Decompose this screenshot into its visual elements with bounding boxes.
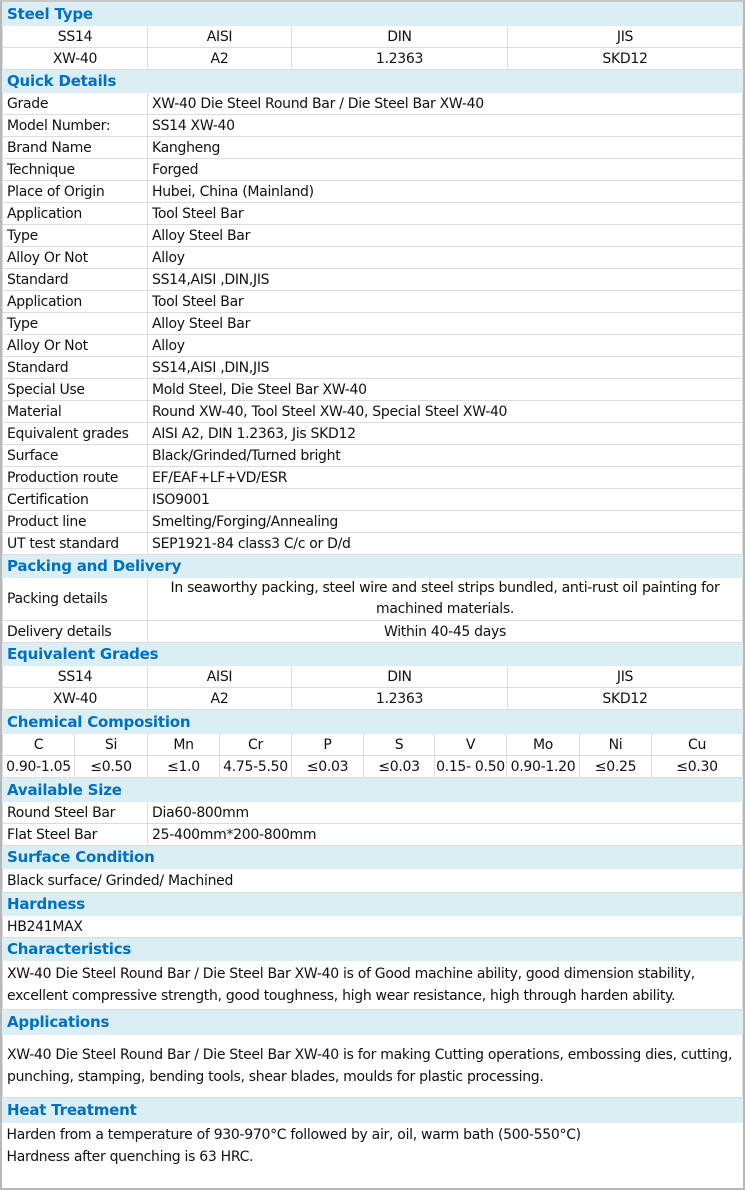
row-label: Application: [3, 203, 148, 225]
heat-line-1: Harden from a temperature of 930-970°C followed by air, oil, warm bath (500-550°C): [6, 1127, 581, 1143]
row-label: Certification: [3, 489, 148, 511]
section-title: Heat Treatment: [3, 1098, 743, 1123]
packing-value: In seaworthy packing, steel wire and steel strips bundled, anti-rust oil painting for machined materials.: [148, 578, 743, 621]
table-cell: JIS: [508, 26, 743, 48]
table-cell: XW-40: [3, 688, 148, 710]
table-cell: SS14: [3, 26, 148, 48]
table-cell: Mo: [507, 734, 580, 756]
table-cell: JIS: [508, 666, 743, 688]
delivery-label: Delivery details: [3, 621, 148, 643]
packing-label: Packing details: [3, 578, 148, 621]
section-title: Hardness: [3, 893, 743, 916]
table-cell: 0.15- 0.50: [435, 756, 507, 778]
section-title: Applications: [3, 1010, 743, 1035]
table-cell: 4.75-5.50: [220, 756, 292, 778]
table-row: [3, 445, 743, 467]
table-cell: P: [292, 734, 364, 756]
table-row: [3, 489, 743, 511]
row-label: Brand Name: [3, 137, 148, 159]
characteristics-text: XW-40 Die Steel Round Bar / Die Steel Bar XW-40 is of Good machine ability, good dimension stability, excellent compressive strength, good toughness, high wear resistance, high through harden ability.: [3, 961, 743, 1010]
table-cell: SKD12: [508, 48, 743, 70]
table-row: [3, 401, 743, 423]
section-title: Packing and Delivery: [3, 555, 743, 578]
table-row: [3, 379, 743, 401]
row-value: Kangheng: [148, 137, 743, 159]
row-label: Round Steel Bar: [3, 802, 148, 824]
table-row: [3, 467, 743, 489]
row-label: Special Use: [3, 379, 148, 401]
table-row: [3, 225, 743, 247]
row-label: Alloy Or Not: [3, 247, 148, 269]
row-label: Type: [3, 225, 148, 247]
heat-line-2: Hardness after quenching is 63 HRC.: [6, 1149, 254, 1165]
row-value: Dia60-800mm: [148, 802, 743, 824]
table-cell: 1.2363: [292, 48, 508, 70]
table-row: [3, 137, 743, 159]
row-label: Model Number:: [3, 115, 148, 137]
section-title: Quick Details: [3, 70, 743, 93]
table-cell: A2: [148, 688, 292, 710]
table-cell: ≤0.30: [652, 756, 743, 778]
row-value: Black/Grinded/Turned bright: [148, 445, 743, 467]
table-cell: ≤0.03: [292, 756, 364, 778]
table-cell: ≤1.0: [148, 756, 220, 778]
table-cell: A2: [148, 48, 292, 70]
table-cell: Si: [75, 734, 148, 756]
table-row: [3, 511, 743, 533]
row-value: EF/EAF+LF+VD/ESR: [148, 467, 743, 489]
row-value: Forged: [148, 159, 743, 181]
section-title: Equivalent Grades: [3, 643, 743, 666]
size-table: [2, 778, 743, 1169]
table-cell: 1.2363: [292, 688, 508, 710]
table-row: [3, 203, 743, 225]
table-cell: ≤0.03: [364, 756, 435, 778]
table-cell: AISI: [148, 666, 292, 688]
delivery-value: Within 40-45 days: [148, 621, 743, 643]
table-cell: Cr: [220, 734, 292, 756]
section-title: Characteristics: [3, 938, 743, 961]
table-row: [3, 159, 743, 181]
table-cell: DIN: [292, 666, 508, 688]
table-cell: V: [435, 734, 507, 756]
table-cell: C: [3, 734, 75, 756]
row-value: Hubei, China (Mainland): [148, 181, 743, 203]
row-label: Place of Origin: [3, 181, 148, 203]
row-label: Type: [3, 313, 148, 335]
table-row: [3, 115, 743, 137]
row-label: Product line: [3, 511, 148, 533]
row-value: Alloy Steel Bar: [148, 313, 743, 335]
row-label: Production route: [3, 467, 148, 489]
table-cell: ≤0.25: [580, 756, 652, 778]
table-row: [3, 247, 743, 269]
table-cell: S: [364, 734, 435, 756]
row-label: UT test standard: [3, 533, 148, 555]
table-row: [3, 824, 743, 846]
section-title: Steel Type: [3, 3, 743, 26]
row-value: Tool Steel Bar: [148, 291, 743, 313]
row-value: SEP1921-84 class3 C/c or D/d: [148, 533, 743, 555]
row-value: Alloy Steel Bar: [148, 225, 743, 247]
table-row: [3, 269, 743, 291]
section-title: Chemical Composition: [3, 711, 743, 734]
table-row: [3, 357, 743, 379]
table-row: [3, 533, 743, 555]
row-value: Tool Steel Bar: [148, 203, 743, 225]
row-label: Alloy Or Not: [3, 335, 148, 357]
row-label: Surface: [3, 445, 148, 467]
row-value: 25-400mm*200-800mm: [148, 824, 743, 846]
row-value: AISI A2, DIN 1.2363, Jis SKD12: [148, 423, 743, 445]
table-cell: SKD12: [508, 688, 743, 710]
steel-type-table: [2, 2, 743, 710]
table-row: [3, 423, 743, 445]
row-value: Round XW-40, Tool Steel XW-40, Special Steel XW-40: [148, 401, 743, 423]
table-cell: ≤0.50: [75, 756, 148, 778]
table-cell: SS14: [3, 666, 148, 688]
table-row: [3, 93, 743, 115]
row-label: Flat Steel Bar: [3, 824, 148, 846]
table-cell: 0.90-1.05: [3, 756, 75, 778]
table-row: [3, 181, 743, 203]
row-value: SS14,AISI ,DIN,JIS: [148, 357, 743, 379]
table-row: [3, 335, 743, 357]
row-value: SS14 XW-40: [148, 115, 743, 137]
row-value: Mold Steel, Die Steel Bar XW-40: [148, 379, 743, 401]
row-label: Material: [3, 401, 148, 423]
row-label: Standard: [3, 269, 148, 291]
section-title: Available Size: [3, 779, 743, 802]
table-cell: DIN: [292, 26, 508, 48]
table-cell: Mn: [148, 734, 220, 756]
row-label: Grade: [3, 93, 148, 115]
applications-text: XW-40 Die Steel Round Bar / Die Steel Bar XW-40 is for making Cutting operations, embossing dies, cutting, punching, stamping, bending tools, shear blades, moulds for plastic processing.: [3, 1035, 743, 1098]
table-row: [3, 291, 743, 313]
table-cell: 0.90-1.20: [507, 756, 580, 778]
hardness-text: HB241MAX: [3, 916, 743, 938]
row-value: ISO9001: [148, 489, 743, 511]
table-cell: Ni: [580, 734, 652, 756]
row-label: Technique: [3, 159, 148, 181]
section-title: Surface Condition: [3, 846, 743, 869]
row-value: Alloy: [148, 247, 743, 269]
table-row: [3, 802, 743, 824]
row-label: Standard: [3, 357, 148, 379]
row-value: XW-40 Die Steel Round Bar / Die Steel Bar XW-40: [148, 93, 743, 115]
row-label: Equivalent grades: [3, 423, 148, 445]
row-value: SS14,AISI ,DIN,JIS: [148, 269, 743, 291]
table-cell: AISI: [148, 26, 292, 48]
table-cell: XW-40: [3, 48, 148, 70]
row-label: Application: [3, 291, 148, 313]
chemical-table: [2, 710, 743, 778]
table-row: [3, 313, 743, 335]
row-value: Smelting/Forging/Annealing: [148, 511, 743, 533]
row-value: Alloy: [148, 335, 743, 357]
table-cell: Cu: [652, 734, 743, 756]
surface-text: Black surface/ Grinded/ Machined: [3, 869, 743, 893]
